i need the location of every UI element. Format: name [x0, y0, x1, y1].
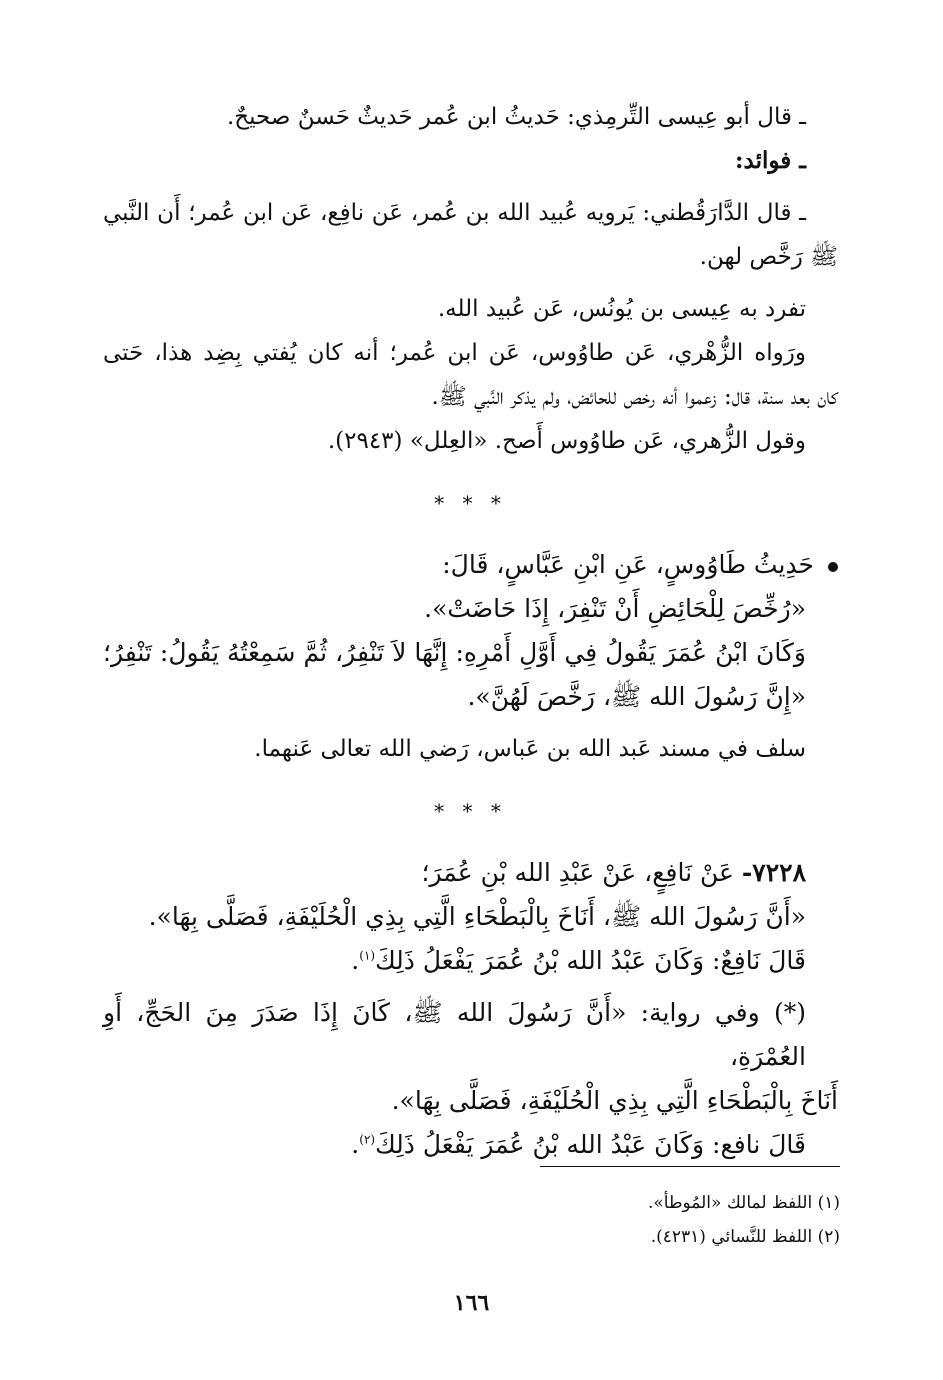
footnote-2: (٢) اللفظ للنَّسائي (٤٢٣١).: [650, 1227, 840, 1247]
page-body: [103, 95, 838, 1167]
hadith-heading: [103, 543, 838, 587]
text-line: سلف في مسند عَبد الله بن عَباس، رَضي الله تعالى عَنهما.: [254, 736, 806, 762]
hadith-line: [103, 1123, 838, 1167]
hadith-line: «أَنَّ رَسُولَ الله ﷺ، أَنَاخَ بِالْبَطْحَاءِ الَّتِي بِذِي الْحُلَيْفَةِ، فَصَلَّى بِهَا».: [148, 902, 806, 931]
hadith-line: «إِنَّ رَسُولَ الله ﷺ، رَخَّصَ لَهُنَّ».: [467, 682, 806, 711]
text-line: ﷺ رَخَّص لهن.: [699, 244, 838, 270]
hadith-line: أَنَاخَ بِالْبَطْحَاءِ الَّتِي بِذِي الْحُلَيْفَةِ، فَصَلَّى بِهَا».: [391, 1086, 838, 1115]
footnote-divider: [540, 1166, 840, 1167]
hadith-line: (*) وفي رواية: «أَنَّ رَسُولَ الله ﷺ، كَانَ إِذَا صَدَرَ مِنَ الحَجِّ، أَوِ العُمْرَةِ،: [103, 998, 806, 1071]
hadith-line-text: قَالَ نافع: وَكَانَ عَبْدُ الله بْنُ عُمَرَ يَفْعَلُ ذَلِكَ: [375, 1130, 806, 1159]
footnote-ref: (١): [359, 948, 376, 963]
page-number: ١٦٦: [453, 1290, 490, 1316]
text-line: ـ قال أبو عِيسى التِّرمِذي: حَديثُ ابن عُمر حَديثٌ حَسنٌ صحيحٌ.: [226, 104, 806, 130]
hadith-entry-heading: [103, 851, 838, 895]
footnote-1: (١) اللفظ لمالك «المُوطأ».: [647, 1193, 840, 1213]
text-line: تفرد به عِيسى بن يُونُس، عَن عُبيد الله.: [437, 296, 806, 322]
hadith-line: [103, 939, 838, 983]
hadith-line: «رُخِّصَ لِلْحَائِضِ أَنْ تَنْفِرَ، إِذَا حَاضَتْ».: [424, 594, 806, 623]
line-end-punctuation: .: [351, 946, 360, 975]
section-separator: * * *: [434, 491, 507, 515]
section-separator: * * *: [434, 799, 507, 823]
section-heading-fawaid: ـ فوائد:: [735, 147, 806, 174]
hadith-line: وَكَانَ ابْنُ عُمَرَ يَقُولُ فِي أَوَّلِ أَمْرِهِ: إِنَّهَا لاَ تَنْفِرُ، ثُمَّ سَمِعْتُهُ يَقُولُ: تَنْفِرُ؛: [103, 638, 806, 667]
hadith-heading-text: حَدِيثُ طَاوُوسٍ، عَنِ ابْنِ عَبَّاسٍ، قَالَ:: [442, 550, 814, 579]
footnote-ref: (٢): [359, 1132, 376, 1147]
footnotes: [240, 1186, 840, 1254]
text-line: وقول الزُّهري، عَن طاوُوس أَصح. «العِلل» (٢٩٤٣).: [327, 428, 806, 454]
text-line: ورَواه الزُّهْري، عَن طاوُوس، عَن ابن عُمر؛ أنه كان يُفتي بِضِد هذا، حَتى: [103, 340, 806, 366]
hadith-isnad: عَنْ نَافِعٍ، عَنْ عَبْدِ الله بْنِ عُمَرَ؛: [421, 858, 734, 887]
bullet-icon: [828, 562, 838, 572]
hadith-line-text: قَالَ نَافِعٌ: وَكَانَ عَبْدُ الله بْنُ عُمَرَ يَفْعَلُ ذَلِكَ: [375, 946, 806, 975]
line-end-punctuation: .: [351, 1130, 360, 1159]
text-line: كان بعد سنة، قال: زعموا أنه رخص للحائض، ولم يذكر النَّبي ﷺ.: [431, 384, 838, 410]
hadith-number: ٧٢٢٨-: [741, 858, 806, 887]
text-line: ـ قال الدَّارَقُطني: يَرويه عُبيد الله بن عُمر، عَن نافِع، عَن ابن عُمر؛ أَن النَّبي: [103, 200, 806, 226]
